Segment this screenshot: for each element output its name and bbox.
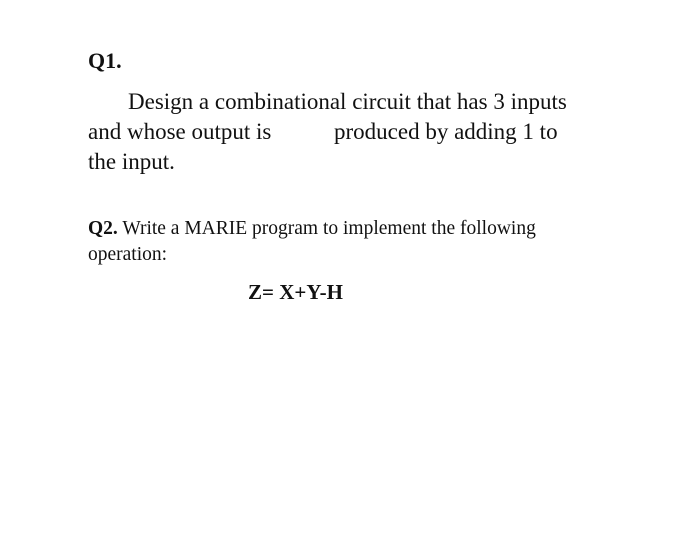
q1-text-line-2-end: produced by adding 1 to	[334, 119, 558, 144]
q2-text-line-2: operation:	[88, 244, 168, 265]
q2-label: Q2.	[88, 218, 118, 239]
q2-text-line-1-body: Write a MARIE program to implement the following	[117, 218, 536, 239]
q1-text-line-2-start: and whose output is	[88, 119, 272, 144]
equation: Z= X+Y-H	[248, 280, 343, 304]
q1-text-line-3: the input.	[88, 149, 175, 174]
q1-text-line-1: Design a combinational circuit that has 3 inputs	[128, 89, 567, 114]
q1-heading: Q1.	[88, 48, 122, 73]
q2-text-line-1	[88, 219, 536, 239]
